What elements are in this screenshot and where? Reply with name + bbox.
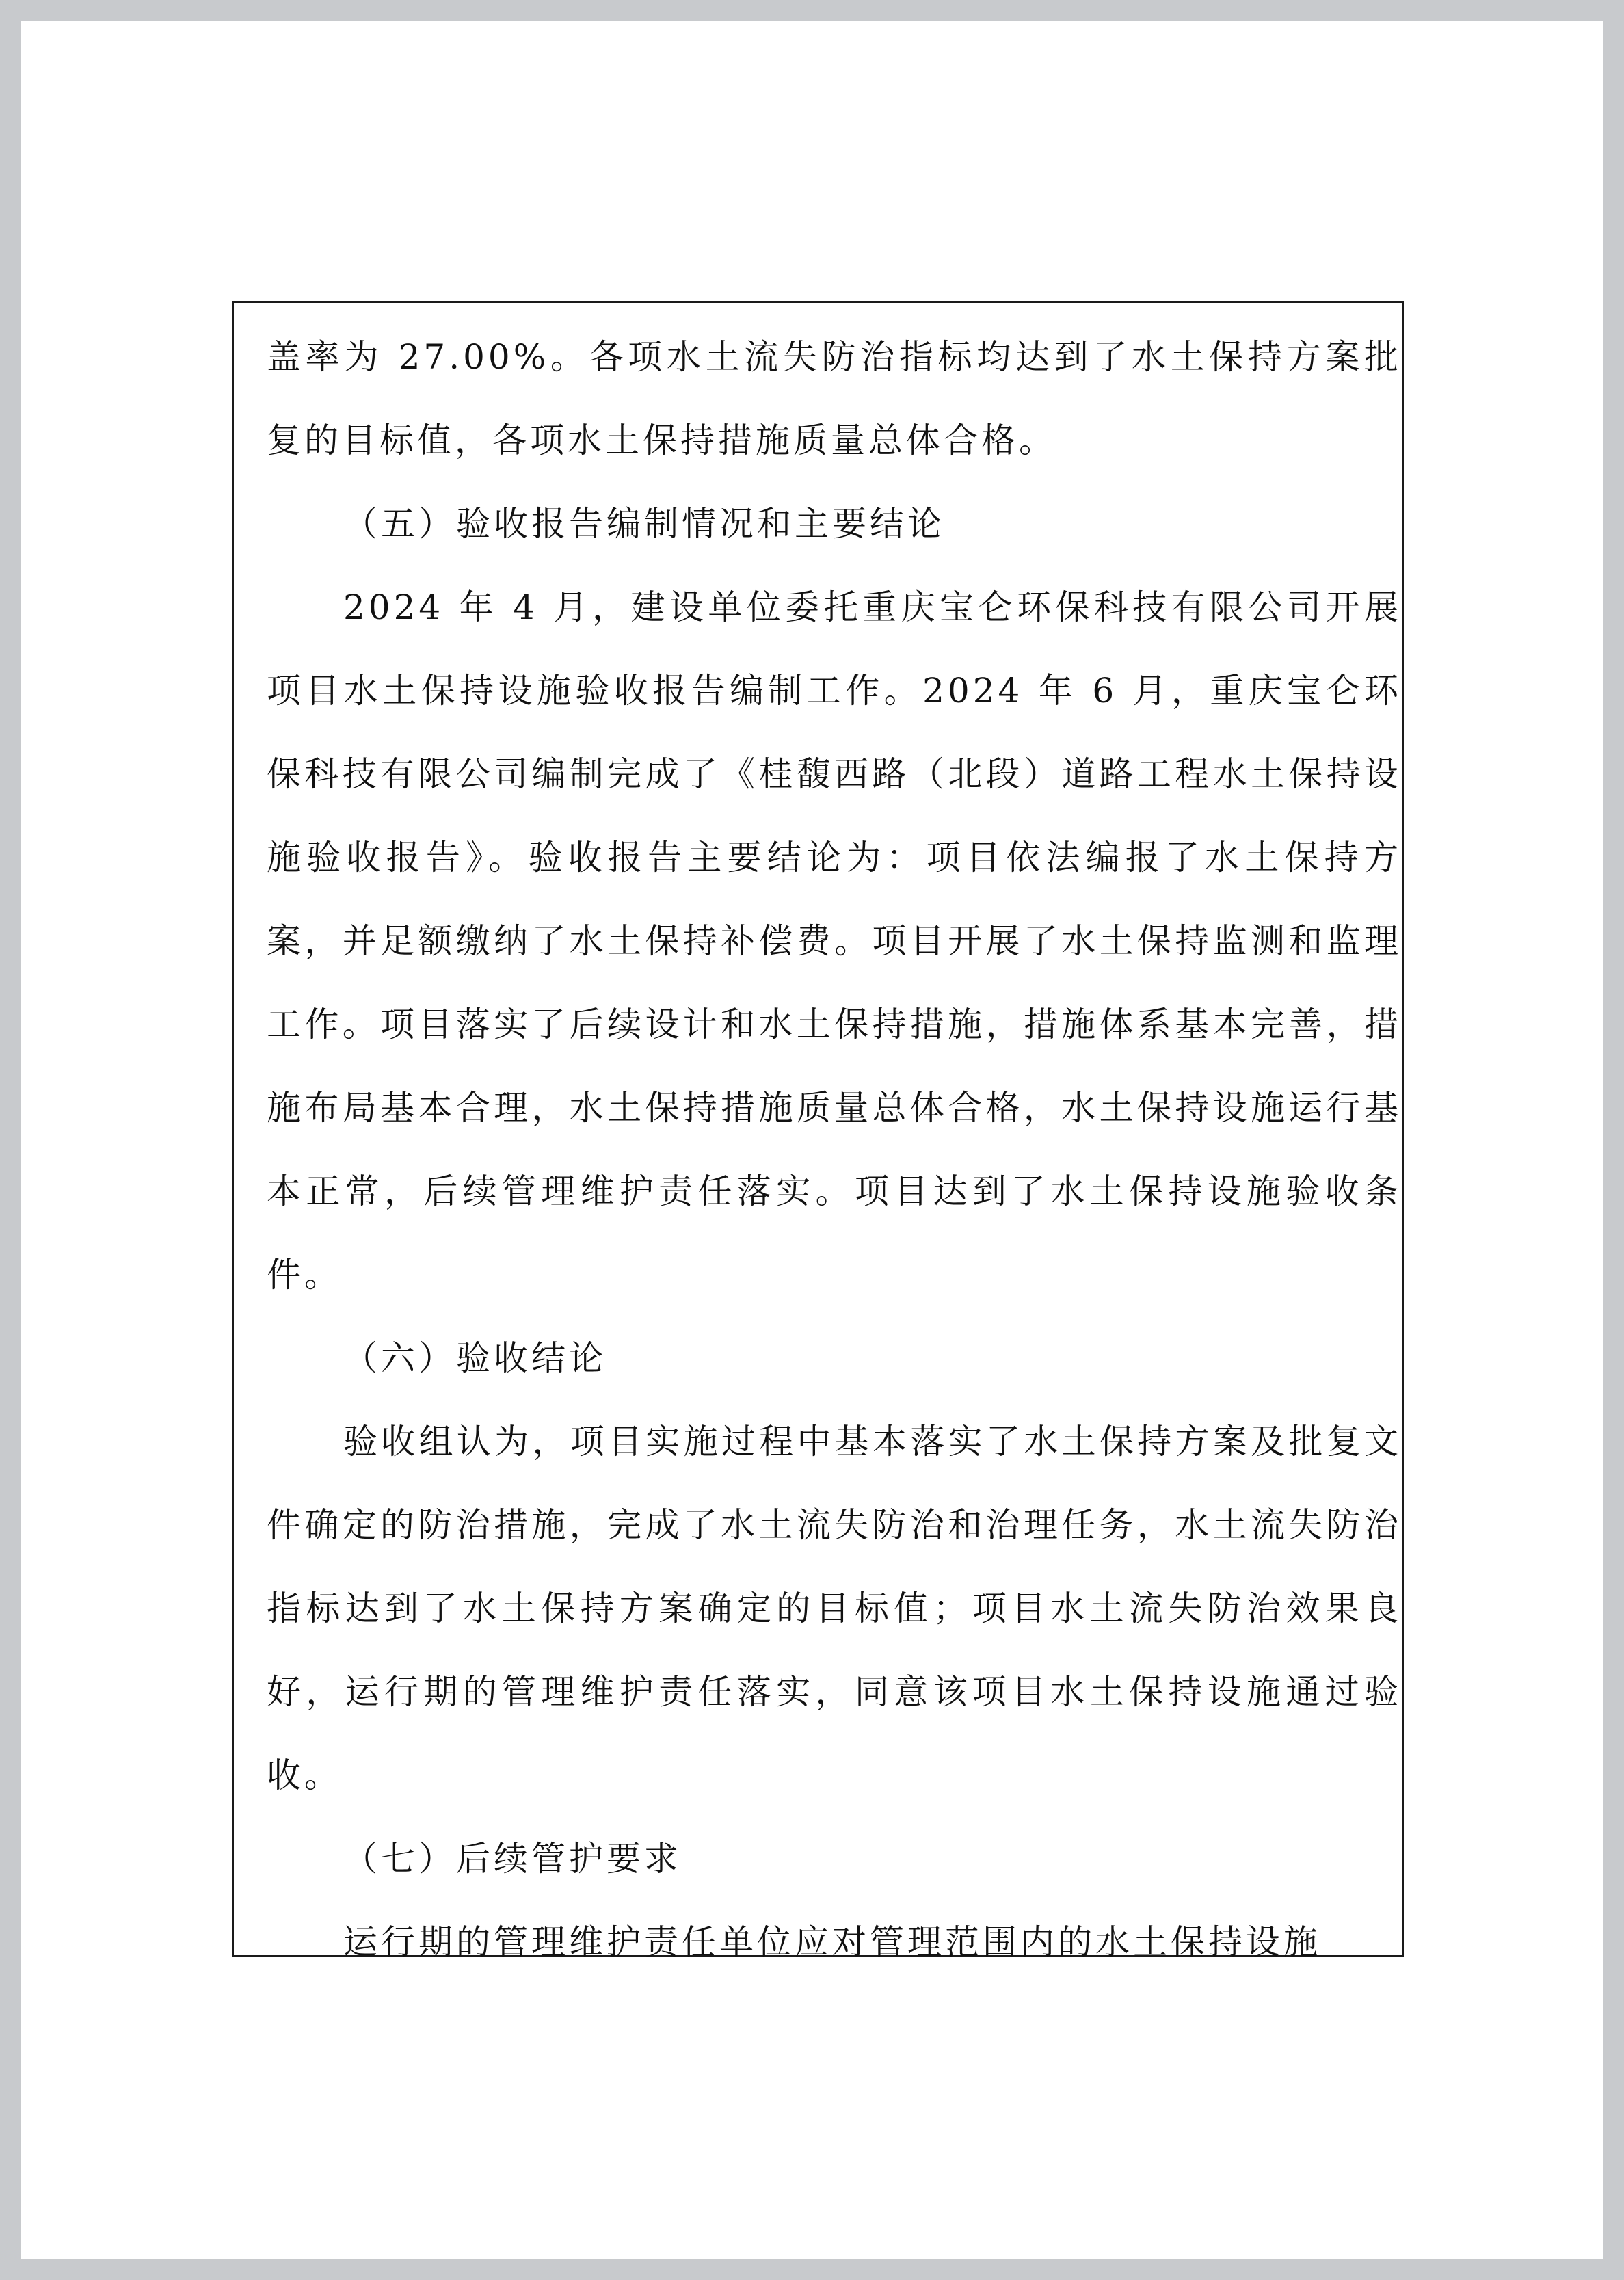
maintenance-paragraph: 运行期的管理维护责任单位应对管理范围内的水土保持设施 <box>343 1922 1321 1962</box>
section-heading-5: （五）验收报告编制情况和主要结论 <box>343 504 945 544</box>
section-heading-6: （六）验收结论 <box>343 1338 607 1378</box>
section-heading-7: （七）后续管护要求 <box>343 1839 682 1879</box>
document-text <box>267 315 1402 1984</box>
document-frame <box>232 301 1404 1962</box>
document-page <box>21 21 1603 2259</box>
acceptance-conclusion-paragraph: 验收组认为，项目实施过程中基本落实了水土保持方案及批复文件确定的防治措施，完成了水土流失防治和治理任务，水土流失防治指标达到了水土保持方案确定的目标值；项目水土流失防治效果良好，运行期的管理维护责任落实，同意该项目水土保持设施通过验收。 <box>267 1422 1402 1795</box>
report-compilation-paragraph: 2024 年 4 月，建设单位委托重庆宝仑环保科技有限公司开展项目水土保持设施验收报告编制工作。2024 年 6 月，重庆宝仑环保科技有限公司编制完成了《桂馥西路（北段）道路工程水土保持设施验收报告》。验收报告主要结论为：项目依法编报了水土保持方案，并足额缴纳了水土保持补偿费。项目开展了水土保持监测和监理工作。项目落实了后续设计和水土保持措施，措施体系基本完善，措施布局基本合理，水土保持措施质量总体合格，水土保持设施运行基本正常，后续管理维护责任落实。项目达到了水土保持设施验收条件。 <box>267 587 1402 1295</box>
continuation-paragraph: 盖率为 27.00%。各项水土流失防治指标均达到了水土保持方案批复的目标值，各项水土保持措施质量总体合格。 <box>267 337 1402 460</box>
